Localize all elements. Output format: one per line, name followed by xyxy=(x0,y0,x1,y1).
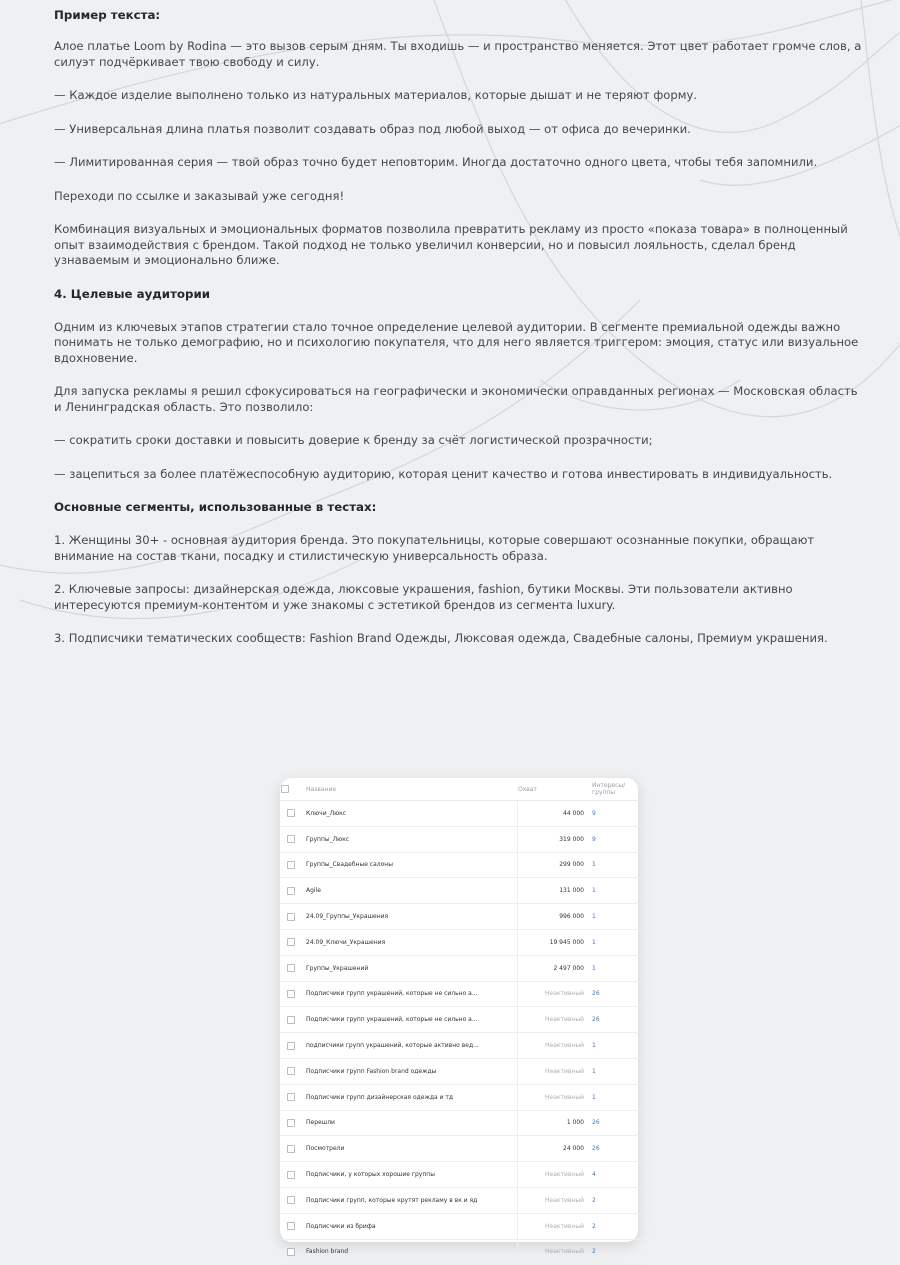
row-interests[interactable]: 1 xyxy=(590,904,643,930)
row-reach: 44 000 xyxy=(517,801,590,827)
table-row[interactable] xyxy=(280,955,643,981)
row-checkbox[interactable] xyxy=(287,1093,295,1101)
table-row[interactable] xyxy=(280,826,643,852)
row-reach: Неактивный xyxy=(517,1033,590,1059)
row-reach: Неактивный xyxy=(517,1239,590,1265)
table-row[interactable] xyxy=(280,1110,643,1136)
paragraph-cta: Переходи по ссылке и заказывай уже сегодня! xyxy=(54,188,345,203)
table-row[interactable] xyxy=(280,981,643,1007)
row-checkbox[interactable] xyxy=(287,835,295,843)
row-name[interactable]: Подписчики групп Fashion brand одежды xyxy=(302,1058,517,1084)
row-reach: 131 000 xyxy=(517,878,590,904)
article-content xyxy=(54,8,866,665)
row-checkbox[interactable] xyxy=(287,938,295,946)
row-name[interactable]: Подписчики групп, которые крутят рекламу в вк и яд xyxy=(302,1187,517,1213)
row-name[interactable]: Перешли xyxy=(302,1110,517,1136)
table-row[interactable] xyxy=(280,1007,643,1033)
table-body xyxy=(280,801,643,1265)
paragraph-limited: — Лимитированная серия — твой образ точно будет неповторим. Иногда достаточно одного цвета, чтобы тебя запомнили. xyxy=(54,155,818,169)
row-interests[interactable]: 1 xyxy=(590,878,643,904)
row-interests[interactable]: 1 xyxy=(590,852,643,878)
row-name[interactable]: Подписчики, у которых хорошие группы xyxy=(302,1162,517,1188)
example-heading: Пример текста: xyxy=(54,8,161,22)
row-interests[interactable]: 2 xyxy=(590,1239,643,1265)
row-reach: Неактивный xyxy=(517,1058,590,1084)
row-name[interactable]: Группы_Украшений xyxy=(302,955,517,981)
row-checkbox[interactable] xyxy=(287,1119,295,1127)
row-checkbox-cell xyxy=(280,1162,302,1188)
row-reach: Неактивный xyxy=(517,1084,590,1110)
row-checkbox-cell xyxy=(280,1213,302,1239)
table-row[interactable] xyxy=(280,1033,643,1059)
row-interests[interactable]: 26 xyxy=(590,1110,643,1136)
row-checkbox-cell xyxy=(280,878,302,904)
paragraph-length: — Универсальная длина платья позволит создавать образ под любой выход — от офиса до вечеринки. xyxy=(54,121,691,136)
row-name[interactable]: Подписчики из брифа xyxy=(302,1213,517,1239)
table-row[interactable] xyxy=(280,878,643,904)
row-checkbox-cell xyxy=(280,904,302,930)
table-row[interactable] xyxy=(280,801,643,827)
paragraph-solvent-audience: — зацепиться за более платёжеспособную аудиторию, которая ценит качество и готова инвестировать в индивидуальность. xyxy=(54,466,833,481)
row-checkbox[interactable] xyxy=(287,1016,295,1024)
row-reach: Неактивный xyxy=(517,981,590,1007)
row-checkbox-cell xyxy=(280,852,302,878)
row-interests[interactable]: 1 xyxy=(590,1033,643,1059)
row-checkbox[interactable] xyxy=(287,1222,295,1230)
table-row[interactable] xyxy=(280,1239,643,1265)
row-reach: 1 000 xyxy=(517,1110,590,1136)
row-checkbox[interactable] xyxy=(287,1042,295,1050)
row-checkbox-cell xyxy=(280,801,302,827)
row-name[interactable]: 24.09_Группы_Украшения xyxy=(302,904,517,930)
row-checkbox[interactable] xyxy=(287,1145,295,1153)
segment-subscribers: 3. Подписчики тематических сообществ: Fashion Brand Одежды, Люксовая одежда, Свадебные салоны, Премиум украшения. xyxy=(54,631,828,645)
row-checkbox-cell xyxy=(280,1110,302,1136)
segment-keywords: 2. Ключевые запросы: дизайнерская одежда, люксовые украшения, fashion, бутики Москвы. Эти пользователи активно интересуются премиум-контентом и уже знакомы с эстетикой брендов из сегмента luxury. xyxy=(54,582,793,612)
row-interests[interactable]: 2 xyxy=(590,1187,643,1213)
table-row[interactable] xyxy=(280,852,643,878)
row-checkbox-cell xyxy=(280,1007,302,1033)
row-checkbox-cell xyxy=(280,1187,302,1213)
row-name[interactable]: Подписчики групп украшений, которые не сильно а... xyxy=(302,981,517,1007)
row-reach: Неактивный xyxy=(517,1187,590,1213)
table-row[interactable] xyxy=(280,1213,643,1239)
row-interests[interactable]: 4 xyxy=(590,1162,643,1188)
row-checkbox[interactable] xyxy=(287,1171,295,1179)
row-checkbox-cell xyxy=(280,1136,302,1162)
table-row[interactable] xyxy=(280,904,643,930)
table-row[interactable] xyxy=(280,1187,643,1213)
row-interests[interactable]: 26 xyxy=(590,981,643,1007)
row-checkbox-cell xyxy=(280,1033,302,1059)
row-name[interactable]: Подписчики групп дизайнерская одежда и тд xyxy=(302,1084,517,1110)
row-name[interactable]: 24.09_Ключи_Украшения xyxy=(302,929,517,955)
row-checkbox-cell xyxy=(280,1084,302,1110)
table-row[interactable] xyxy=(280,1162,643,1188)
paragraph-combination: Комбинация визуальных и эмоциональных форматов позволила превратить рекламу из просто «показа товара» в полноценный опыт взаимодействия с брендом. Такой подход не только увеличил конверсии, но и повысил лояльность, сделал бренд узнаваемым и эмоционально ближе. xyxy=(54,222,848,267)
segments-heading: Основные сегменты, использованные в тестах: xyxy=(54,500,377,514)
row-name[interactable]: Fashion brand xyxy=(302,1239,517,1265)
row-checkbox-cell xyxy=(280,826,302,852)
row-name[interactable]: подписчики групп украшений, которые активно вед... xyxy=(302,1033,517,1059)
row-reach: Неактивный xyxy=(517,1162,590,1188)
row-name[interactable]: Agile xyxy=(302,878,517,904)
row-interests[interactable]: 1 xyxy=(590,955,643,981)
audience-table-screenshot xyxy=(280,778,638,1256)
row-name[interactable]: Ключи_Люкс xyxy=(302,801,517,827)
select-all-checkbox[interactable] xyxy=(281,785,289,793)
audience-table xyxy=(280,778,643,1265)
row-reach: Неактивный xyxy=(517,1213,590,1239)
row-reach: 24 000 xyxy=(517,1136,590,1162)
row-interests[interactable]: 1 xyxy=(590,1084,643,1110)
row-reach: 996 000 xyxy=(517,904,590,930)
row-checkbox-cell xyxy=(280,955,302,981)
row-checkbox[interactable] xyxy=(287,1196,295,1204)
row-name[interactable]: Посмотрели xyxy=(302,1136,517,1162)
row-reach: Неактивный xyxy=(517,1007,590,1033)
row-checkbox[interactable] xyxy=(287,990,295,998)
row-checkbox[interactable] xyxy=(287,913,295,921)
header-reach[interactable]: Охват xyxy=(517,778,590,801)
header-interests[interactable]: Интересы/группы xyxy=(590,778,643,801)
row-checkbox[interactable] xyxy=(287,887,295,895)
audiences-heading: 4. Целевые аудитории xyxy=(54,286,210,301)
paragraph-delivery: — сократить сроки доставки и повысить доверие к бренду за счёт логистической прозрачности; xyxy=(54,433,653,447)
row-name[interactable]: Группы_Люкс xyxy=(302,826,517,852)
row-checkbox[interactable] xyxy=(287,964,295,972)
row-checkbox-cell xyxy=(280,1058,302,1084)
paragraph-audience-definition: Одним из ключевых этапов стратегии стало точное определение целевой аудитории. В сегменте премиальной одежды важно понимать не только демографию, но и психологию покупателя, что для него является триггером: эмоция, статус или визуальное вдохновение. xyxy=(54,319,859,365)
row-interests[interactable]: 1 xyxy=(590,1058,643,1084)
row-name[interactable]: Группы_Свадебные салоны xyxy=(302,852,517,878)
row-reach: 2 497 000 xyxy=(517,955,590,981)
row-interests[interactable]: 26 xyxy=(590,1136,643,1162)
paragraph-materials: — Каждое изделие выполнено только из натуральных материалов, которые дышат и не теряют форму. xyxy=(54,88,698,102)
segment-women: 1. Женщины 30+ - основная аудитория бренда. Это покупательницы, которые совершают осознанные покупки, обращают внимание на состав ткани, посадку и стилистическую универсальность образа. xyxy=(54,533,815,563)
row-interests[interactable]: 9 xyxy=(590,801,643,827)
row-interests[interactable]: 2 xyxy=(590,1213,643,1239)
table-row[interactable] xyxy=(280,1084,643,1110)
paragraph-regions: Для запуска рекламы я решил сфокусироваться на географически и экономически оправданных регионах — Московская область и Ленинградская область. Это позволило: xyxy=(54,384,858,414)
row-checkbox[interactable] xyxy=(287,809,295,817)
row-reach: 19 945 000 xyxy=(517,929,590,955)
table-row[interactable] xyxy=(280,1136,643,1162)
row-checkbox[interactable] xyxy=(287,1248,295,1256)
row-checkbox[interactable] xyxy=(287,1067,295,1075)
paragraph-intro: Алое платье Loom by Rodina — это вызов серым дням. Ты входишь — и пространство меняется. Этот цвет работает громче слов, а силуэт подчёркивает твою свободу и силу. xyxy=(54,39,862,69)
row-reach: 319 000 xyxy=(517,826,590,852)
header-checkbox-cell xyxy=(280,778,302,801)
row-reach: 299 000 xyxy=(517,852,590,878)
table-row[interactable] xyxy=(280,1058,643,1084)
header-name[interactable]: Название xyxy=(302,778,517,801)
row-interests[interactable]: 1 xyxy=(590,929,643,955)
table-row[interactable] xyxy=(280,929,643,955)
row-checkbox-cell xyxy=(280,929,302,955)
row-checkbox-cell xyxy=(280,981,302,1007)
row-interests[interactable]: 26 xyxy=(590,1007,643,1033)
row-checkbox[interactable] xyxy=(287,861,295,869)
row-checkbox-cell xyxy=(280,1239,302,1265)
row-name[interactable]: Подписчики групп украшений, которые не сильно а... xyxy=(302,1007,517,1033)
row-interests[interactable]: 9 xyxy=(590,826,643,852)
table-header-row xyxy=(280,778,643,801)
